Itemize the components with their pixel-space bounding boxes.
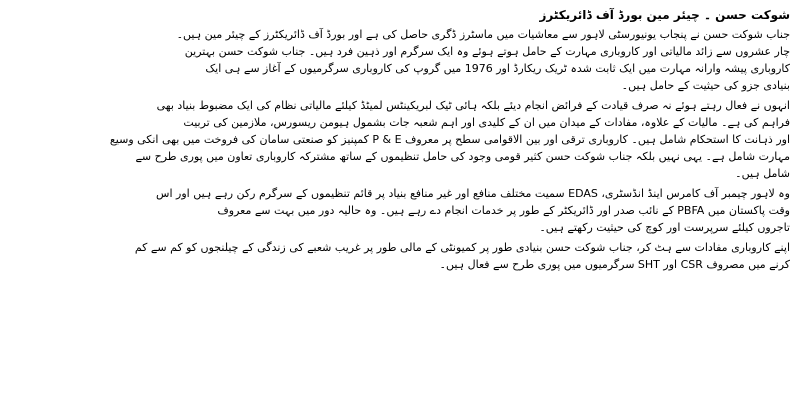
paragraph-line: وقت پاکستان میں PBFA کے نائب صدر اور ڈائریکٹر کے طور پر خدمات انجام دے رہے ہیں۔ وہ حالیہ دور میں بہت سے معروف xyxy=(217,204,790,217)
paragraph-line: تاجروں کیلئے سرپرست اور کوچ کی حیثیت رکھتے ہیں۔ xyxy=(539,221,790,234)
paragraph-line: وہ لاہور چیمبر آف کامرس اینڈ انڈسٹری، EDAS سمیت مختلف منافع اور غیر منافع بنیاد پر قائم تنظیموں کے سرگرم رکن رہے ہیں اور اس xyxy=(156,187,790,200)
paragraph-education xyxy=(10,26,790,94)
paragraph-line: مہارت شامل ہے۔ یہی نہیں بلکہ جناب شوکت حسن کثیر قومی وجود کی حامل تنظیموں کے ساتھ مشترکہ کاروباری تعاون میں پوری طرح سے xyxy=(135,150,790,163)
paragraph-memberships xyxy=(10,185,790,236)
paragraph-line: جناب شوکت حسن نے پنجاب یونیورسٹی لاہور سے معاشیات میں ماسٹرز ڈگری حاصل کی ہے اور بورڈ آف ڈائریکٹرز کے چیئر مین ہیں۔ xyxy=(176,28,790,41)
paragraph-line: کرنے میں مصروف CSR اور SHT سرگرمیوں میں پوری طرح سے فعال ہیں۔ xyxy=(439,258,790,271)
paragraph-line: اپنے کاروباری مفادات سے ہٹ کر، جناب شوکت حسن بنیادی طور پر کمیونٹی کے مالی طور پر غریب شعبے کی زندگی کے چیلنجوں کو کم سے کم xyxy=(134,241,790,254)
paragraph-line: چار عشروں سے زائد مالیاتی اور کاروباری مہارت کے حامل ہوتے ہوئے وہ ایک سرگرم اور ذہین فرد ہیں۔ جناب شوکت حسن بہترین xyxy=(184,45,790,58)
paragraph-line: بنیادی جزو کی حیثیت کے حامل ہیں۔ xyxy=(621,79,790,92)
paragraph-line: انہوں نے فعال رہتے ہوئے نہ صرف قیادت کے فرائض انجام دیئے بلکہ ہائی ٹیک لبریکینٹس لمیٹڈ کیلئے مالیاتی نظام کی ایک مضبوط بنیاد بھی xyxy=(156,99,790,112)
paragraph-csr xyxy=(10,239,790,273)
paragraph-line: شامل ہیں۔ xyxy=(735,167,790,180)
paragraph-line: اور ذہانت کا استحکام شامل ہیں۔ کاروباری ترقی اور بین الاقوامی سطح پر معروف P & E کمپنیز کو صنعتی سامان کی فروخت میں بھی انکی وسیع xyxy=(109,133,790,146)
paragraph-leadership xyxy=(10,97,790,182)
paragraph-line: کاروباری پیشہ وارانہ مہارت میں ایک ثابت شدہ ٹریک ریکارڈ اور 1976 میں گروپ کی کاروباری سرگرمیوں کے آغاز سے ہی ایک xyxy=(205,62,790,75)
page-title: شوکت حسن ۔ چیئر مین بورڈ آف ڈائریکٹرز xyxy=(539,8,790,22)
paragraph-line: فراہم کی ہے۔ مالیات کے علاوہ، مفادات کے میدان میں ان کے کلیدی اور اہم شعبہ جات بشمول ہیومن ریسورس، ملازمین کی تربیت xyxy=(183,116,790,129)
